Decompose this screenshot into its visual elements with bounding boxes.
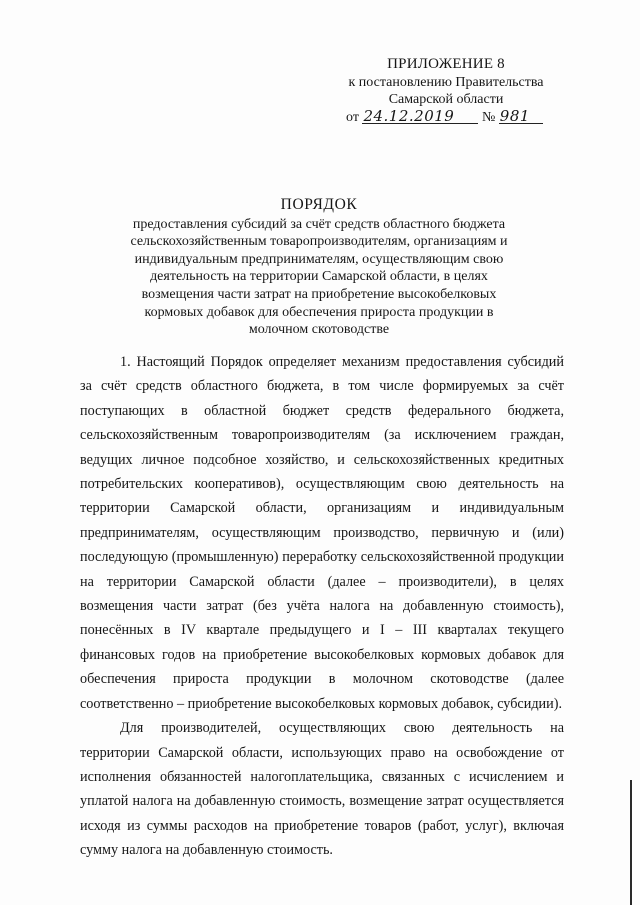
title-block	[96, 196, 542, 339]
scan-edge-mark	[630, 780, 632, 905]
annex-line-region: Самарской области	[388, 92, 504, 107]
number-label: №	[481, 109, 496, 125]
handwritten-date: 24.12.2019	[362, 109, 478, 124]
handwritten-number: 981	[499, 109, 543, 124]
annex-reference-line	[346, 106, 566, 127]
date-prefix: от	[346, 109, 359, 125]
annex-line-resolution: к постановлению Правительства	[348, 74, 544, 90]
annex-block	[326, 56, 566, 126]
body-paragraph-1: 1. Настоящий Порядок определяет механизм предоставления субсидий за счёт средств областного бюджета, в том числе формируемых за счёт поступающих в областной бюджет средств федерального бюджета, сельскохозяйственным товаропроизводителям (за исключением граждан, ведущих личное подсобное хозяйство, и сельскохозяйственных кредитных потребительских кооперативов), осуществляющим свою деятельность на территории Самарской области, организациям и индивидуальным предпринимателям, осуществляющим производство, первичную и (или) последующую (промышленную) переработку сельскохозяйственной продукции на территории Самарской области (далее – производители), в целях возмещения части затрат (без учёта налога на добавленную стоимость), понесённых в IV квартале предыдущего и I – III кварталах текущего финансовых годов на приобретение высокобелковых кормовых добавок для обеспечения прироста продукции в молочном скотоводстве (далее соответственно – приобретение высокобелковых кормовых добавок, субсидии).	[80, 354, 564, 712]
body-paragraph-2: Для производителей, осуществляющих свою деятельность на территории Самарской области, использующих право на освобождение от исполнения обязанностей налогоплательщика, связанных с исчислением и уплатой налога на добавленную стоимость, возмещение затрат осуществляется исходя из суммы расходов на приобретение товаров (работ, услуг), включая сумму налога на добавленную стоимость.	[80, 720, 564, 859]
document-body	[80, 350, 564, 863]
annex-heading: ПРИЛОЖЕНИЕ 8	[387, 56, 505, 72]
document-subtitle: предоставления субсидий за счёт средств областного бюджета сельскохозяйственным товаропроизводителям, организациям и индивидуальным предпринимателям, осуществляющим свою деятельность на территории Самарской области, в целях возмещения части затрат на приобретение высокобелковых кормовых добавок для обеспечения прироста продукции в молочном скотоводстве	[130, 216, 508, 338]
document-title: ПОРЯДОК	[280, 196, 358, 213]
